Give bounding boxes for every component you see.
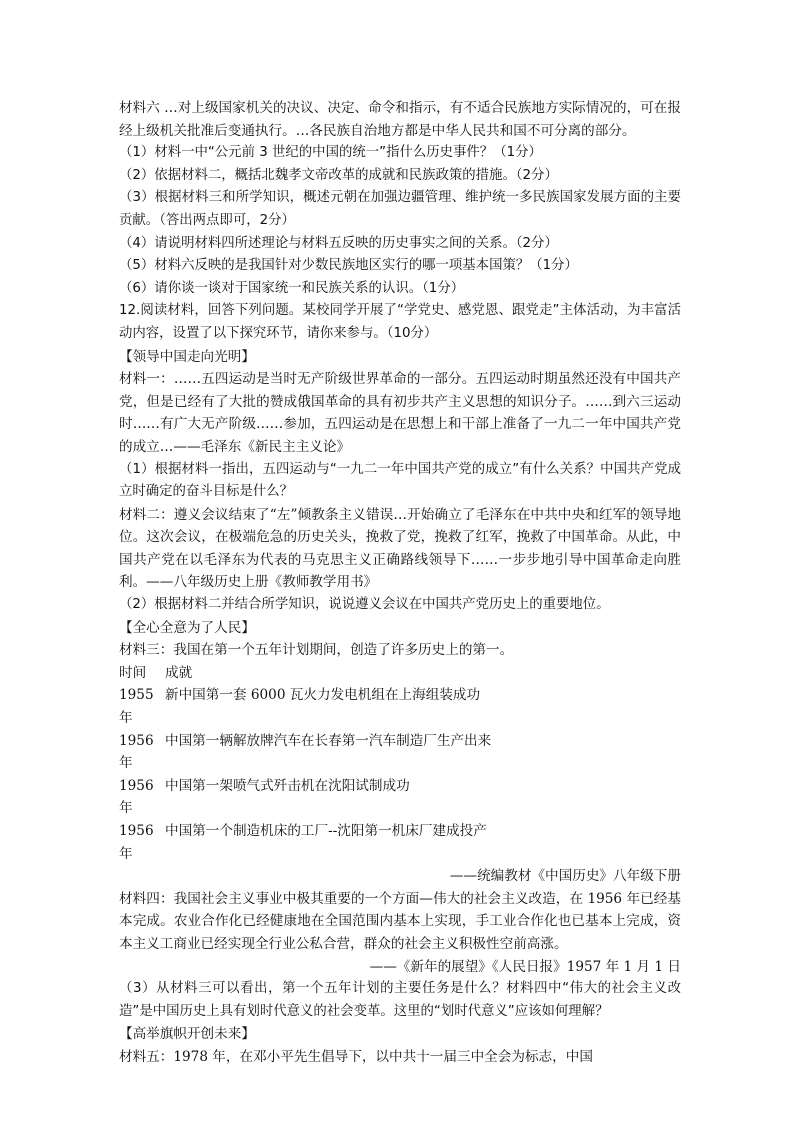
- material-2: 材料二：遵义会议结束了“左”倾教条主义错误…开始确立了毛泽东在中共中央和红军的领导地位。这次会议，在极端危急的历史关头，挽救了党，挽救了红军，挽救了中国革命。从此，中国共产党在以毛泽东为代表的马克思主义正确路线领导下……一步步地引导中国革命走向胜利。——八年级历史上册《教师教学用书》: [119, 506, 681, 591]
- table-row-text: 中国第一个制造机床的工厂--沈阳第一机床厂建成投产: [165, 823, 487, 839]
- question-11-5: （5）材料六反映的是我国针对少数民族地区实行的哪一项基本国策？（1分）: [119, 258, 578, 274]
- question-11-4: （4）请说明材料四所述理论与材料五反映的历史事实之间的关系。（2分）: [119, 235, 558, 251]
- question-11-6: （6）请你谈一谈对于国家统一和民族关系的认识。（1分）: [119, 280, 465, 296]
- table-row-year: 1956 年: [119, 732, 154, 772]
- material-4: 材料四：我国社会主义事业中极其重要的一个方面—伟大的社会主义改造，在 1956 年已经基本完成。农业合作化已经健康地在全国范围内基本上实现，手工业合作化也已基本上完成，资本主义工商业已经实现全行业公私合营，群众的社会主义积极性空前高涨。: [119, 890, 681, 952]
- exam-page: [119, 97, 681, 1069]
- table-header-achievement: 成就: [165, 664, 193, 681]
- material-6: 材料六 …对上级国家机关的决议、决定、命令和指示，有不适合民族地方实际情况的，可在报经上级机关批准后变通执行。…各民族自治地方都是中华人民共和国不可分离的部分。: [119, 100, 681, 139]
- table-header: [119, 662, 681, 685]
- section-heading-3: 【高举旗帜开创未来】: [119, 1026, 255, 1043]
- table-row-year: 1956 年: [119, 823, 154, 862]
- table-row-text: 中国第一架喷气式歼击机在沈阳试制成功: [165, 777, 410, 794]
- material-5: 材料五：1978 年，在邓小平先生倡导下，以中共十一届三中全会为标志，中国: [119, 1048, 593, 1065]
- question-12-3: （3）从材料三可以看出，第一个五年计划的主要任务是什么？材料四中“伟大的社会主义改造”是中国历史上具有划时代意义的社会变革。这里的“划时代意义”应该如何理解？: [119, 981, 681, 1019]
- table-row-year: 1955 年: [119, 687, 154, 727]
- material-4-source: ——《新年的展望》《人民日报》1957 年 1 月 1 日: [369, 958, 681, 975]
- table-row: [119, 820, 681, 865]
- question-11-2: （2）依据材料二，概括北魏孝文帝改革的成就和民族政策的措施。（2分）: [119, 167, 558, 183]
- material-3-source: ——统编教材《中国历史》八年级下册: [449, 868, 681, 885]
- question-11-1: （1）材料一中“公元前 3 世纪的中国的统一”指什么历史事件？（1分）: [119, 145, 542, 161]
- question-12-1: （1）根据材料一指出，五四运动与“一九二一年中国共产党的成立”有什么关系？中国共产党成立时确定的奋斗目标是什么？: [119, 461, 681, 500]
- question-12-2: （2）根据材料二并结合所学知识，说说遵义会议在中国共产党历史上的重要地位。: [119, 597, 610, 613]
- section-heading-2: 【全心全意为了人民】: [119, 619, 255, 636]
- table-header-time: 时间: [119, 664, 147, 681]
- table-row: [119, 684, 681, 729]
- table-row-text: 中国第一辆解放牌汽车在长春第一汽车制造厂生产出来: [165, 732, 492, 749]
- table-row-text: 新中国第一套 6000 瓦火力发电机组在上海组装成功: [165, 687, 481, 704]
- section-heading-1: 【领导中国走向光明】: [119, 348, 255, 365]
- question-12-intro: 12.阅读材料，回答下列问题。某校同学开展了“学党史、感党恩、跟党走”主体活动，为丰富活动内容，设置了以下探究环节，请你来参与。（10分）: [119, 303, 681, 341]
- question-11-3: （3）根据材料三和所学知识，概述元朝在加强边疆管理、维护统一多民族国家发展方面的主要贡献。（答出两点即可，2分）: [119, 190, 681, 228]
- material-3: 材料三：我国在第一个五年计划期间，创造了许多历史上的第一。: [119, 642, 514, 659]
- material-1: 材料一：……五四运动是当时无产阶级世界革命的一部分。五四运动时期虽然还没有中国共产党，但是已经有了大批的赞成俄国革命的具有初步共产主义思想的知识分子。……到六三运动时……有广大无产阶级……参加，五四运动是在思想上和干部上准备了一九二一年中国共产党的成立…——毛泽东《新民主主义论》: [119, 371, 681, 455]
- table-row: [119, 775, 681, 820]
- table-row-year: 1956 年: [119, 777, 154, 817]
- table-row: [119, 730, 681, 775]
